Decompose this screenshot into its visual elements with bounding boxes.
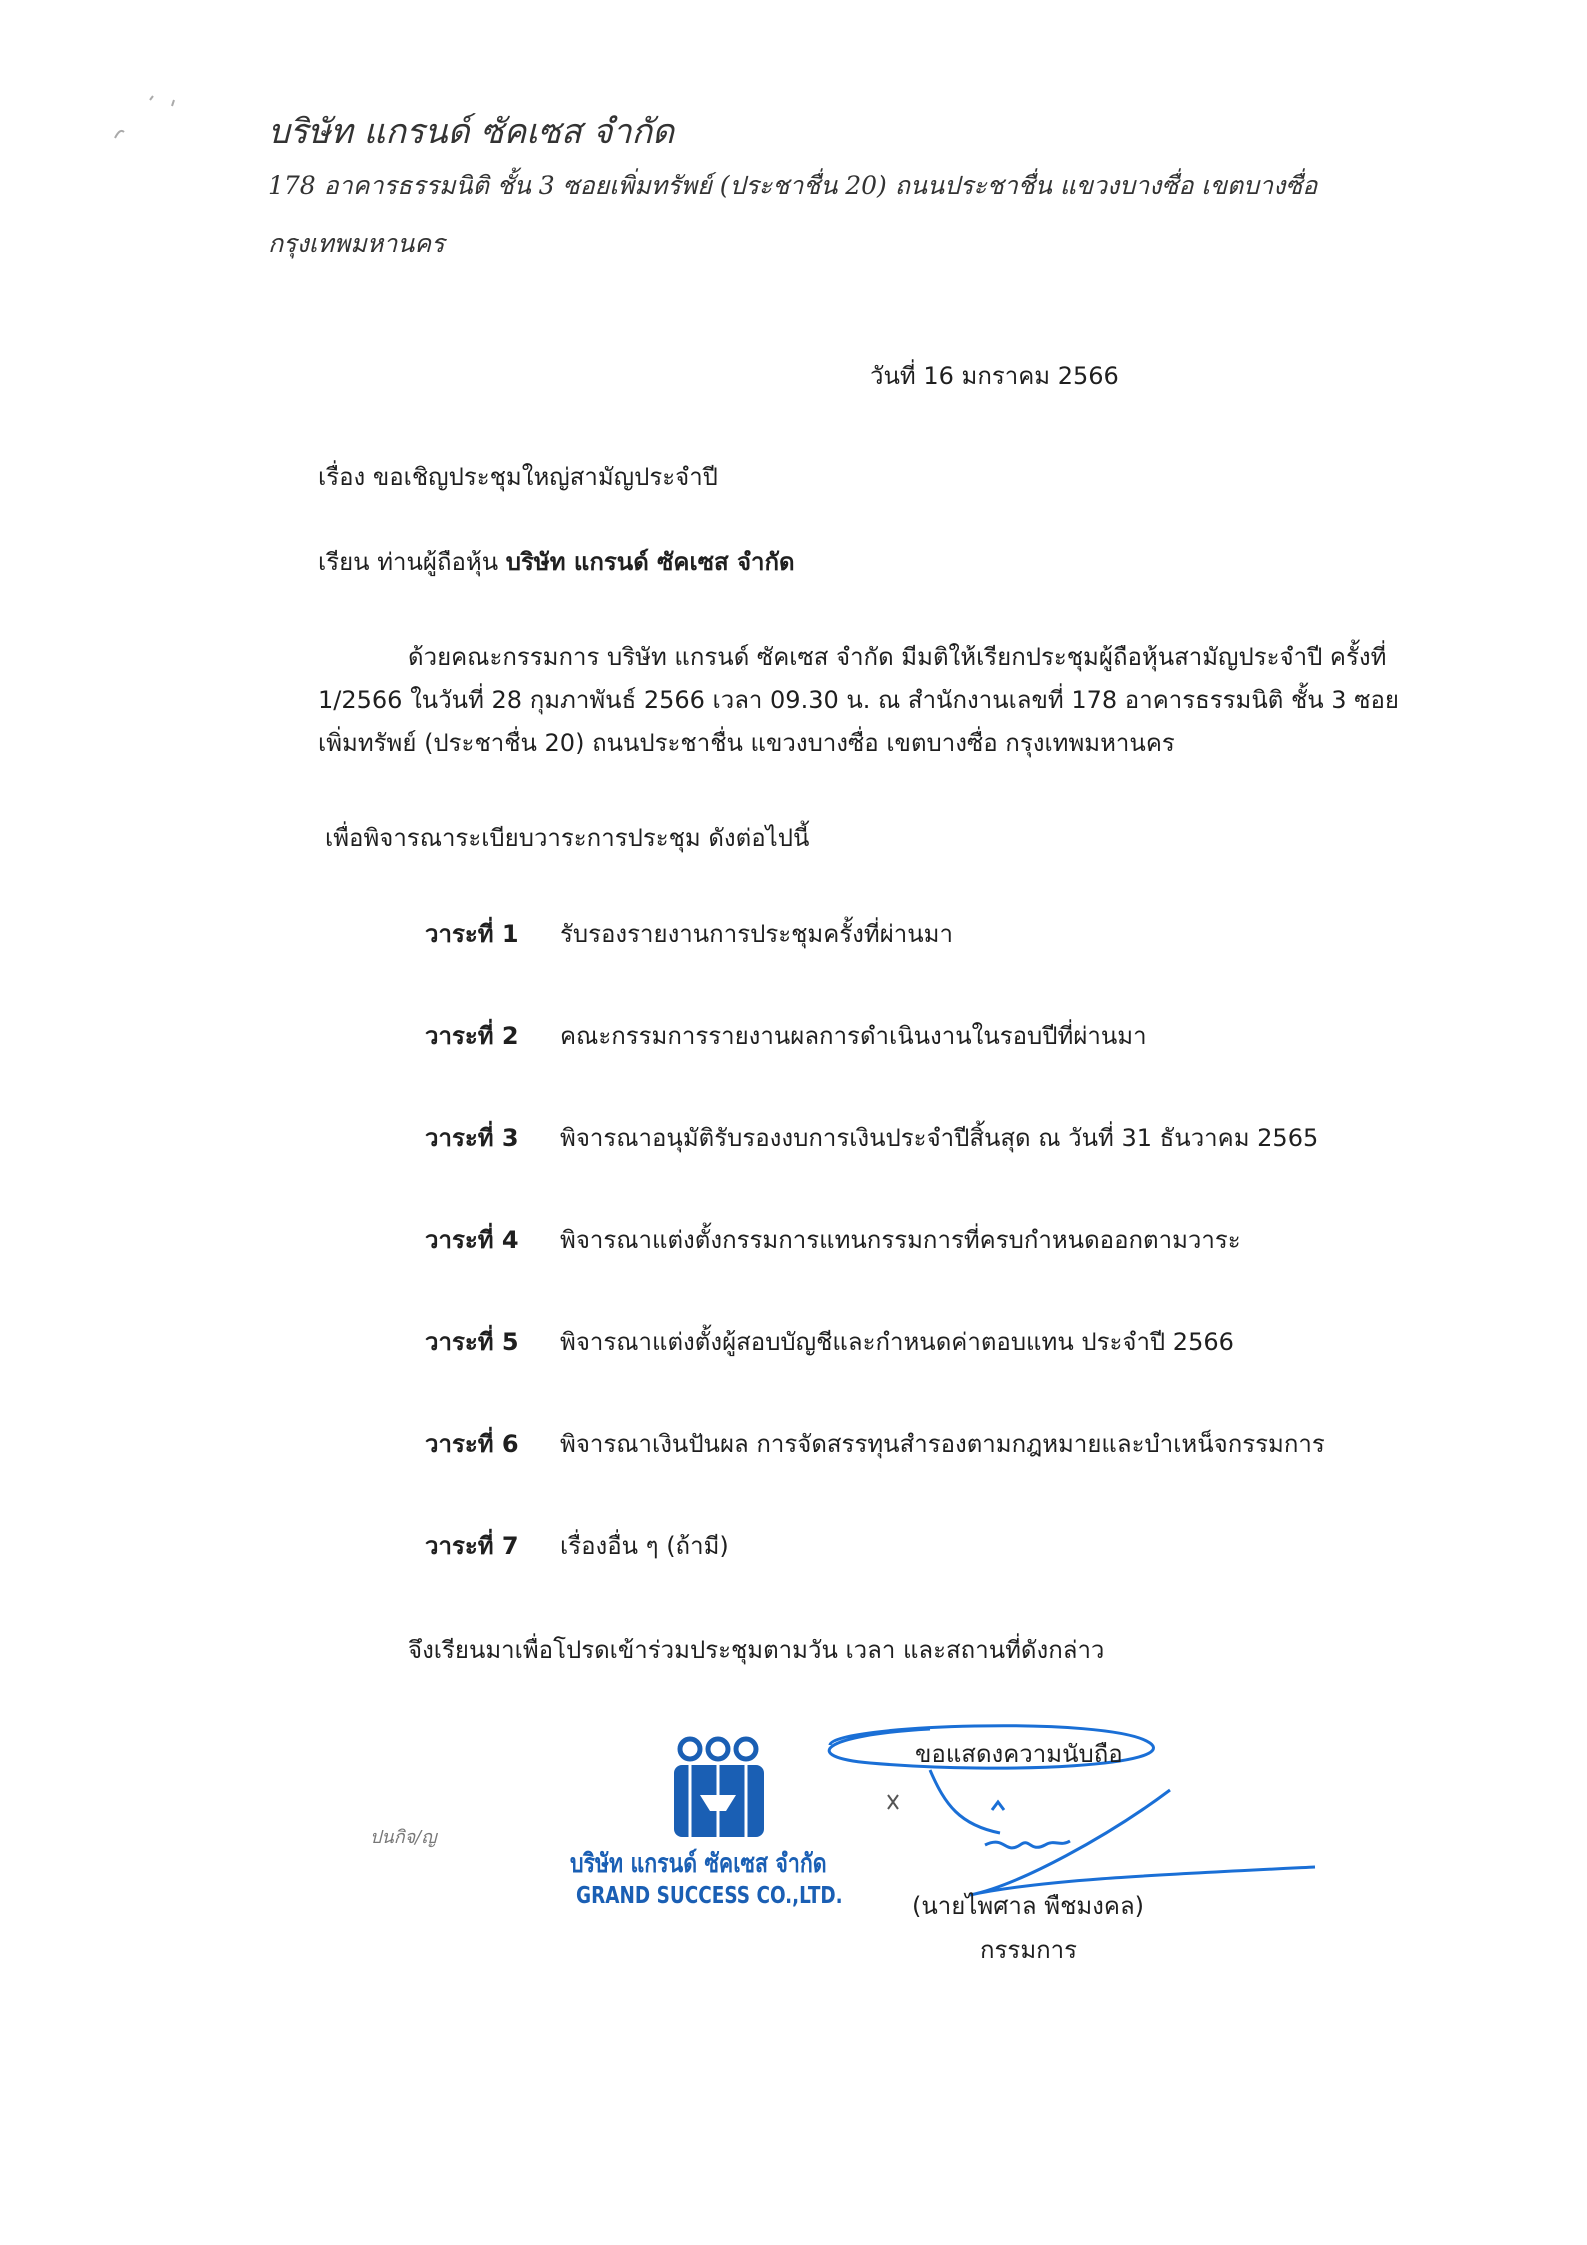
signer-name: (นายไพศาล พืชมงคล) xyxy=(912,1892,1145,1920)
logo-english-name: GRAND SUCCESS CO.,LTD. xyxy=(576,1883,843,1909)
agenda-number: วาระที่ 2 xyxy=(425,1022,519,1050)
agenda-item xyxy=(425,1424,1425,1463)
respect-closing: ขอแสดงความนับถือ xyxy=(915,1740,1123,1768)
letterhead-city: กรุงเทพมหานคร xyxy=(268,229,445,258)
agenda-number: วาระที่ 6 xyxy=(425,1430,519,1458)
letterhead-address: 178 อาคารธรรมนิติ ชั้น 3 ซอยเพิ่มทรัพย์ (ประชาชื่น 20) ถนนประชาชื่น แขวงบางซื่อ เขตบางซื่อ xyxy=(268,171,1318,200)
company-stamp xyxy=(560,1735,850,1915)
letter-addressee xyxy=(318,542,795,581)
agenda-text: พิจารณาอนุมัติรับรองงบการเงินประจำปีสิ้นสุด ณ วันที่ 31 ธันวาคม 2565 xyxy=(560,1124,1319,1152)
signer-position: กรรมการ xyxy=(980,1936,1078,1964)
agenda-item xyxy=(425,1016,1425,1055)
agenda-item xyxy=(425,1526,1425,1565)
margin-handwritten-mark: ปนกิจ/ญ xyxy=(370,1827,437,1848)
agenda-number: วาระที่ 7 xyxy=(425,1532,519,1560)
addressee-prefix: เรียน ท่านผู้ถือหุ้น xyxy=(318,548,499,576)
addressee-company: บริษัท แกรนด์ ซัคเซส จำกัด xyxy=(505,548,795,576)
agenda-text: พิจารณาแต่งตั้งผู้สอบบัญชีและกำหนดค่าตอบแทน ประจำปี 2566 xyxy=(560,1328,1234,1356)
logo-thai-name: บริษัท แกรนด์ ซัคเซส จำกัด xyxy=(570,1849,827,1879)
agenda-number: วาระที่ 3 xyxy=(425,1124,519,1152)
agenda-number: วาระที่ 5 xyxy=(425,1328,519,1356)
agenda-text: พิจารณาเงินปันผล การจัดสรรทุนสำรองตามกฎหมายและบำเหน็จกรรมการ xyxy=(560,1430,1325,1458)
agenda-number: วาระที่ 4 xyxy=(425,1226,519,1254)
closing-sentence: จึงเรียนมาเพื่อโปรดเข้าร่วมประชุมตามวัน เวลา และสถานที่ดังกล่าว xyxy=(408,1636,1105,1664)
agenda-text: คณะกรรมการรายงานผลการดำเนินงานในรอบปีที่ผ่านมา xyxy=(560,1022,1147,1050)
main-paragraph: ด้วยคณะกรรมการ บริษัท แกรนด์ ซัคเซส จำกัด มีมติให้เรียกประชุมผู้ถือหุ้นสามัญประจำปี ครั้งที่ 1/2566 ในวันที่ 28 กุมภาพันธ์ 2566 เวลา 09.30 น. ณ สำนักงานเลขที่ 178 อาคารธรรมนิติ ชั้น 3 ซอยเพิ่มทรัพย์ (ประชาชื่น 20) ถนนประชาชื่น แขวงบางซื่อ เขตบางซื่อ กรุงเทพมหานคร xyxy=(318,643,1399,757)
agenda-number: วาระที่ 1 xyxy=(425,920,519,948)
letterhead-company: บริษัท แกรนด์ ซัคเซส จำกัด xyxy=(268,112,675,152)
agenda-item xyxy=(425,914,1425,953)
agenda-text: พิจารณาแต่งตั้งกรรมการแทนกรรมการที่ครบกำหนดออกตามวาระ xyxy=(560,1226,1241,1254)
agenda-text: เรื่องอื่น ๆ (ถ้ามี) xyxy=(560,1532,729,1560)
scribble-mark xyxy=(110,88,190,148)
letter-date: วันที่ 16 มกราคม 2566 xyxy=(870,362,1119,390)
agenda-item xyxy=(425,1220,1425,1259)
agenda-text: รับรองรายงานการประชุมครั้งที่ผ่านมา xyxy=(560,920,953,948)
agenda-item xyxy=(425,1322,1425,1361)
agenda-item xyxy=(425,1118,1425,1157)
agenda-intro: เพื่อพิจารณาระเบียบวาระการประชุม ดังต่อไปนี้ xyxy=(325,824,810,852)
letter-subject: เรื่อง ขอเชิญประชุมใหญ่สามัญประจำปี xyxy=(318,463,718,491)
company-logo-icon xyxy=(660,1735,780,1845)
